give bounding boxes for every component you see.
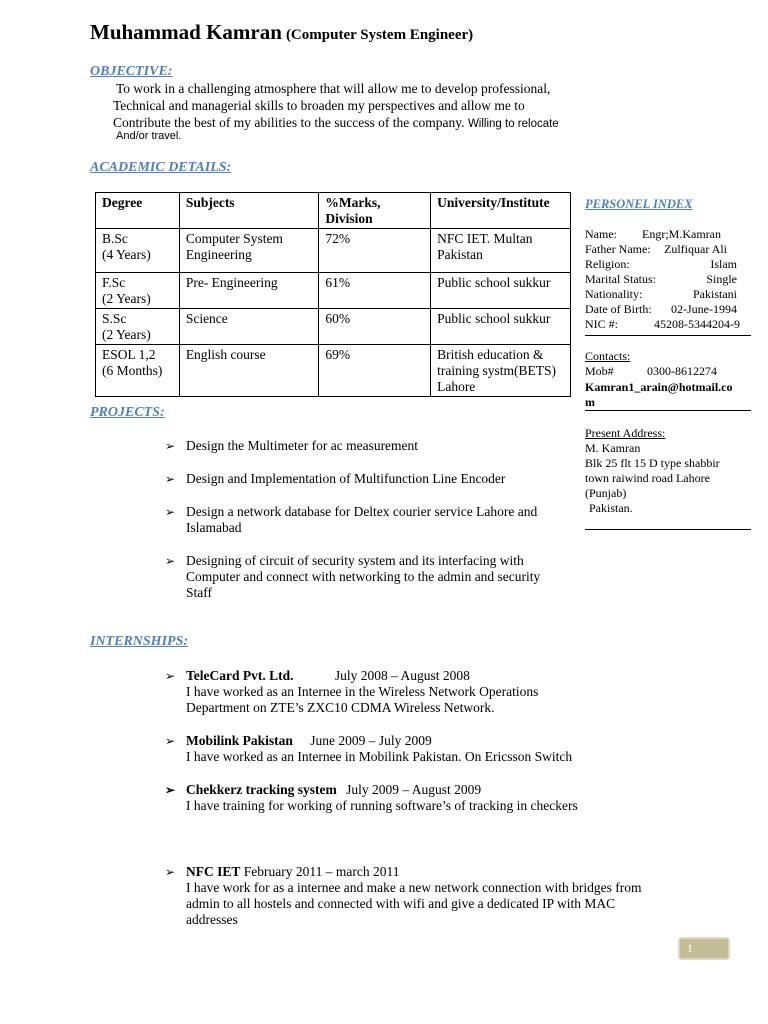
institute-cell: NFC IET. Multan Pakistan [431,229,571,273]
field-value: Zulfiquar Ali [664,242,727,256]
degree-duration: (4 Years) [102,247,151,262]
table-row [96,229,571,273]
arrow-bullet-icon: ➢ [165,669,176,683]
internship-company: Chekkerz tracking system [186,782,337,797]
subjects-cell: Computer System Engineering [179,229,319,273]
degree-name: F.Sc [102,275,126,290]
internship-description: I have worked as an Internee in Mobilink Pakistan. On Ericsson Switch [186,749,573,764]
personal-dob-row [585,302,737,317]
arrow-bullet-icon: ➢ [165,439,176,453]
internship-entry [186,864,656,928]
subjects-cell: Pre- Engineering [179,273,319,309]
field-value: Single [706,272,737,286]
divider [585,410,751,411]
project-text: Design the Multimeter for ac measurement [186,438,419,453]
field-label: Mob# [585,364,614,378]
objective-line-3-text: Contribute the best of my abilities to the success of the company. [113,115,465,130]
internship-entry [186,668,646,716]
internship-period: July 2009 – August 2009 [346,782,482,797]
field-value: 45208-5344204-9 [654,317,740,331]
page-number-badge: 1 [678,937,730,960]
contacts-mobile-row [585,364,737,379]
degree-cell [96,229,180,273]
academic-table [95,192,571,397]
internship-period: July 2008 – August 2008 [334,668,470,683]
degree-duration: (6 Months) [102,363,163,378]
personal-index-heading: PERSONEL INDEX [585,197,693,211]
address-line: (Punjab) [585,486,627,500]
column-header-subjects: Subjects [179,193,319,229]
candidate-role: (Computer System Engineer) [285,27,474,43]
field-value: Islam [710,257,737,271]
address-heading: Present Address: [585,426,666,440]
address-line: town raiwind road Lahore [585,471,710,485]
objective-heading: OBJECTIVE: [90,64,173,79]
table-row [96,345,571,397]
internship-entry [186,782,646,814]
internship-period: February 2011 – march 2011 [243,864,400,879]
objective-relocate: Willing to relocate [467,118,559,130]
internship-company: Mobilink Pakistan [186,733,293,748]
resume-header [90,20,473,45]
field-value: 0300-8612274 [647,364,717,378]
field-label: Father Name: [585,242,651,256]
degree-duration: (2 Years) [102,291,151,306]
address-line: Blk 25 flt 15 D type shabbir [585,456,720,470]
project-text: Designing of circuit of security system and its interfacing with Computer and connect with networking to the admin and security Staff [186,553,541,600]
field-label: NIC #: [585,317,618,331]
personal-religion-row [585,257,737,272]
arrow-bullet-icon: ➢ [165,734,176,748]
project-text: Design a network database for Deltex courier service Lahore and Islamabad [186,504,538,535]
internship-description: I have training for working of running software’s of tracking in checkers [186,798,578,813]
address-line: M. Kamran [585,441,641,455]
subjects-cell: Science [179,309,319,345]
internship-entry [186,733,646,765]
divider [585,335,751,336]
column-header-marks: %Marks, Division [319,193,431,229]
field-label: Nationality: [585,287,643,301]
degree-name: ESOL 1,2 [102,347,156,362]
arrow-bullet-icon: ➢ [165,783,176,797]
internship-company: TeleCard Pvt. Ltd. [186,668,294,683]
field-value: 02-June-1994 [671,302,737,316]
field-label: Religion: [585,257,630,271]
internship-description: I have work for as a internee and make a new network connection with bridges from admin to all hostels and connected with wifi and give a dedicated IP with MAC addresses [186,880,642,927]
objective-travel: And/or travel. [116,130,182,142]
objective-line-1: To work in a challenging atmosphere that will allow me to develop professional, [116,81,551,96]
marks-cell: 72% [319,229,431,273]
field-label: Marital Status: [585,272,656,286]
table-row [96,273,571,309]
divider [585,529,751,530]
internship-company: NFC IET [186,864,241,879]
candidate-name: Muhammad Kamran [90,20,282,44]
objective-line-2: Technical and managerial skills to broaden my perspectives and allow me to [113,98,525,113]
field-value: Engr;M.Kamran [642,227,721,241]
institute-cell: Public school sukkur [431,273,571,309]
degree-cell [96,273,180,309]
table-row [96,309,571,345]
internship-period: June 2009 – July 2009 [310,733,432,748]
internships-heading: INTERNSHIPS: [90,634,189,649]
institute-cell: Public school sukkur [431,309,571,345]
personal-nationality-row [585,287,737,302]
personal-father-row [585,242,737,257]
institute-cell: British education & training systm(BETS) Lahore [431,345,571,397]
marks-cell: 69% [319,345,431,397]
arrow-bullet-icon: ➢ [165,865,176,879]
degree-name: S.Sc [102,311,127,326]
field-label: Name: [585,227,617,241]
marks-cell: 60% [319,309,431,345]
contacts-email-line-2: m [585,395,595,409]
address-line: Pakistan. [589,501,633,515]
subjects-cell: English course [179,345,319,397]
projects-heading: PROJECTS: [90,405,165,420]
field-value: Pakistani [693,287,737,301]
degree-duration: (2 Years) [102,327,151,342]
contacts-email-line-1: Kamran1_arain@hotmail.co [585,380,733,394]
marks-cell: 61% [319,273,431,309]
column-header-institute: University/Institute [431,193,571,229]
arrow-bullet-icon: ➢ [165,505,176,519]
degree-cell [96,345,180,397]
arrow-bullet-icon: ➢ [165,472,176,486]
academic-heading: ACADEMIC DETAILS: [90,160,232,175]
column-header-degree: Degree [96,193,180,229]
field-label: Date of Birth: [585,302,652,316]
contacts-heading: Contacts: [585,349,631,363]
project-text: Design and Implementation of Multifunction Line Encoder [186,471,506,486]
table-header-row [96,193,571,229]
arrow-bullet-icon: ➢ [165,554,176,568]
internship-description: I have worked as an Internee in the Wireless Network Operations Department on ZTE’s ZXC10 CDMA Wireless Network. [186,684,539,715]
personal-marital-row [585,272,737,287]
degree-name: B.Sc [102,231,128,246]
degree-cell [96,309,180,345]
personal-nic-row [585,317,740,332]
personal-name-row [585,227,737,242]
